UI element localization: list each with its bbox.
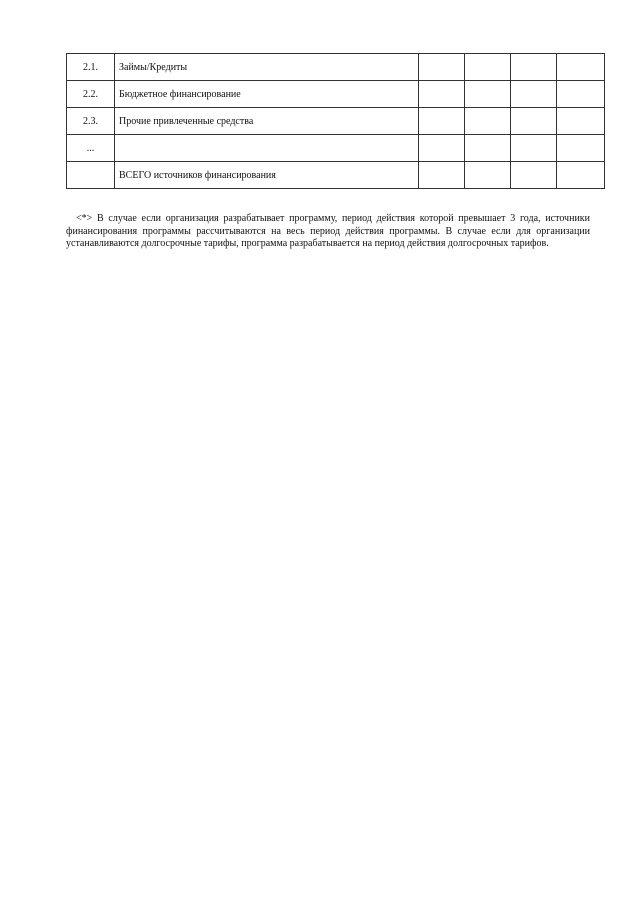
value-cell (557, 135, 605, 162)
row-number (67, 162, 115, 189)
value-cell (557, 162, 605, 189)
value-cell (557, 81, 605, 108)
value-cell (465, 54, 511, 81)
value-cell (419, 54, 465, 81)
row-name: ВСЕГО источников финансирования (115, 162, 419, 189)
row-name: Займы/Кредиты (115, 54, 419, 81)
value-cell (557, 54, 605, 81)
value-cell (511, 54, 557, 81)
row-number: 2.3. (67, 108, 115, 135)
value-cell (465, 108, 511, 135)
value-cell (419, 135, 465, 162)
value-cell (419, 81, 465, 108)
value-cell (511, 162, 557, 189)
table-row (67, 81, 605, 108)
row-number: ... (67, 135, 115, 162)
footnote-paragraph: <*> В случае если организация разрабатывает программу, период действия которой превышает 3 года, источники финансирования программы рассчитываются на весь период действия программы. В случае если для организации устанавливаются долгосрочные тарифы, программа разрабатывается на период действия долгосрочных тарифов. (66, 213, 590, 250)
value-cell (465, 81, 511, 108)
value-cell (419, 108, 465, 135)
table-row-total (67, 162, 605, 189)
value-cell (419, 162, 465, 189)
row-name (115, 135, 419, 162)
table-row (67, 54, 605, 81)
row-number: 2.2. (67, 81, 115, 108)
value-cell (511, 135, 557, 162)
value-cell (511, 108, 557, 135)
table-row (67, 135, 605, 162)
value-cell (511, 81, 557, 108)
row-name: Бюджетное финансирование (115, 81, 419, 108)
financing-sources-table (66, 53, 605, 189)
value-cell (465, 162, 511, 189)
value-cell (465, 135, 511, 162)
value-cell (557, 108, 605, 135)
table-row (67, 108, 605, 135)
row-number: 2.1. (67, 54, 115, 81)
row-name: Прочие привлеченные средства (115, 108, 419, 135)
